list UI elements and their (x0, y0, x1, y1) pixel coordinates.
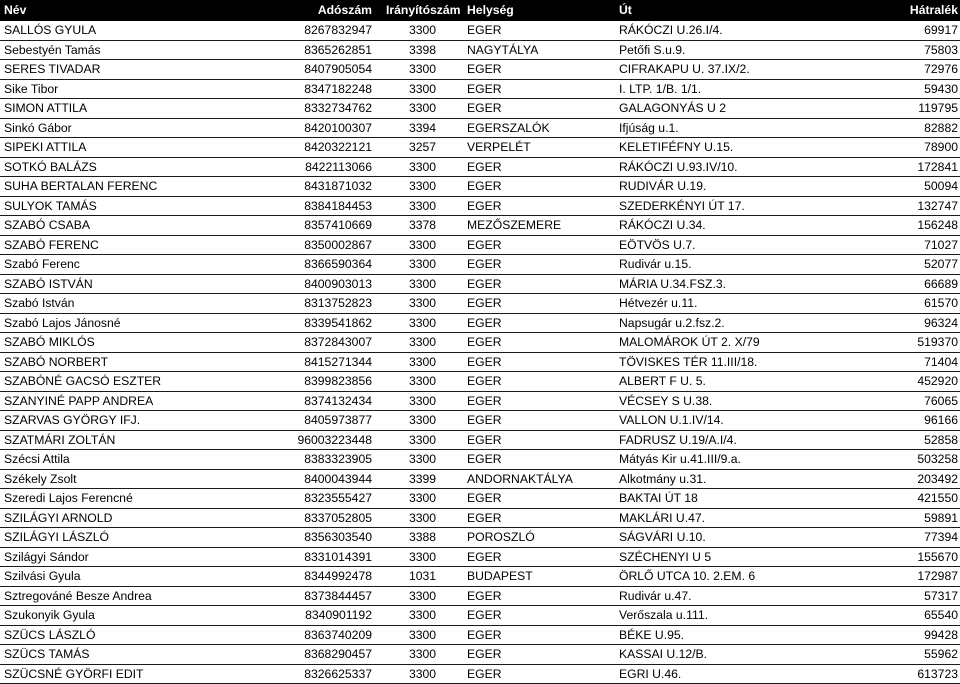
table-row (0, 528, 960, 548)
table-row (0, 450, 960, 470)
cell-street: FADRUSZ U.19/A.I/4. (619, 432, 737, 447)
cell-name: Szilágyi Sándor (4, 549, 89, 564)
table-row (0, 177, 960, 197)
table-row (0, 216, 960, 236)
cell-name: SZATMÁRI ZOLTÁN (4, 432, 116, 447)
cell-tax-number: 8344992478 (304, 569, 372, 584)
cell-name: SZABÓ CSABA (4, 218, 91, 233)
cell-street: SÁGVÁRI U.10. (619, 530, 706, 545)
cell-name: SULYOK TAMÁS (4, 198, 97, 213)
cell-city: EGER (467, 276, 502, 291)
cell-arrears: 119795 (918, 101, 958, 116)
cell-city: MEZŐSZEMERE (467, 218, 562, 233)
table-row (0, 60, 960, 80)
cell-arrears: 61570 (924, 296, 958, 311)
cell-street: Rudivár u.47. (619, 588, 692, 603)
cell-name: SZABÓNÉ GACSÓ ESZTER (4, 374, 162, 389)
cell-name: SZÜCS LÁSZLÓ (4, 627, 96, 642)
cell-tax-number: 8365262851 (304, 42, 372, 57)
cell-tax-number: 8405973877 (304, 413, 372, 428)
cell-name: Szabó Ferenc (4, 257, 80, 272)
table-row (0, 119, 960, 139)
header-tax-number: Adószám (317, 3, 372, 17)
header-postal-code: Irányítószám (386, 3, 461, 17)
cell-tax-number: 8337052805 (304, 510, 372, 525)
cell-arrears: 82882 (924, 120, 958, 135)
table-row (0, 411, 960, 431)
cell-city: EGER (467, 647, 502, 662)
cell-name: Székely Zsolt (4, 471, 77, 486)
cell-tax-number: 8384184453 (304, 198, 372, 213)
cell-name: Szabó Lajos Jánosné (4, 315, 121, 330)
cell-name: SZABÓ ISTVÁN (4, 276, 93, 291)
cell-name: SALLÓS GYULA (4, 23, 97, 38)
cell-tax-number: 8407905054 (304, 62, 372, 77)
cell-arrears: 503258 (917, 452, 958, 467)
table-row (0, 255, 960, 275)
table-row (0, 333, 960, 353)
cell-postal-code: 3300 (408, 393, 437, 408)
cell-postal-code: 3300 (408, 276, 437, 291)
cell-arrears: 75803 (924, 42, 958, 57)
cell-postal-code: 3300 (408, 101, 437, 116)
cell-city: EGER (467, 393, 502, 408)
cell-arrears: 421550 (917, 491, 958, 506)
cell-postal-code: 3300 (408, 159, 437, 174)
cell-arrears: 71027 (924, 237, 958, 252)
cell-arrears: 76065 (924, 393, 958, 408)
cell-street: Napsugár u.2.fsz.2. (619, 315, 725, 330)
cell-arrears: 78900 (924, 140, 958, 155)
cell-tax-number: 8422113066 (305, 159, 372, 174)
cell-tax-number: 96003223448 (297, 432, 372, 447)
cell-street: ALBERT F U. 5. (619, 374, 706, 389)
cell-city: EGER (467, 627, 502, 642)
cell-street: I. LTP. 1/B. 1/1. (619, 81, 702, 96)
table-row (0, 41, 960, 61)
cell-name: Sinkó Gábor (4, 120, 72, 135)
cell-name: SZILÁGYI ARNOLD (4, 510, 113, 525)
cell-postal-code: 3300 (408, 335, 437, 350)
cell-postal-code: 3257 (408, 140, 437, 155)
cell-city: BUDAPEST (467, 569, 533, 584)
cell-street: Petőfi S.u.9. (619, 42, 686, 57)
cell-city: EGER (467, 608, 502, 623)
cell-street: ÖRLŐ UTCA 10. 2.EM. 6 (619, 569, 756, 584)
cell-city: NAGYTÁLYA (467, 42, 539, 57)
cell-street: KASSAI U.12/B. (619, 647, 708, 662)
cell-street: KELETIFÉFNY U.15. (619, 140, 734, 155)
cell-arrears: 519370 (917, 335, 958, 350)
cell-tax-number: 8372843007 (304, 335, 372, 350)
cell-postal-code: 1031 (408, 569, 437, 584)
cell-name: Szabó István (4, 296, 75, 311)
cell-arrears: 59891 (924, 510, 958, 525)
cell-arrears: 203492 (917, 471, 958, 486)
cell-postal-code: 3300 (408, 627, 437, 642)
cell-tax-number: 8400903013 (304, 276, 372, 291)
cell-tax-number: 8356303540 (304, 530, 372, 545)
cell-street: GALAGONYÁS U 2 (619, 101, 727, 116)
table-row (0, 509, 960, 529)
cell-postal-code: 3300 (408, 354, 437, 369)
cell-name: SIMON ATTILA (4, 101, 88, 116)
table-row (0, 606, 960, 626)
table-row (0, 236, 960, 256)
table-row (0, 489, 960, 509)
cell-city: EGER (467, 198, 502, 213)
cell-arrears: 77394 (924, 530, 958, 545)
cell-name: Sike Tibor (4, 81, 59, 96)
cell-postal-code: 3300 (408, 315, 437, 330)
cell-city: ANDORNAKTÁLYA (467, 471, 573, 486)
cell-postal-code: 3300 (408, 413, 437, 428)
cell-city: EGER (467, 549, 502, 564)
cell-tax-number: 8339541862 (304, 315, 372, 330)
cell-postal-code: 3378 (408, 218, 437, 233)
cell-city: EGER (467, 81, 502, 96)
cell-tax-number: 8383323905 (304, 452, 372, 467)
cell-arrears: 96166 (924, 413, 958, 428)
cell-name: SZABÓ MIKLÓS (4, 335, 95, 350)
cell-arrears: 52077 (924, 257, 958, 272)
cell-street: BÉKE U.95. (619, 627, 685, 642)
cell-postal-code: 3300 (408, 198, 437, 213)
table-row (0, 275, 960, 295)
cell-street: RÁKÓCZI U.34. (619, 218, 706, 233)
cell-arrears: 52858 (924, 432, 958, 447)
cell-postal-code: 3398 (408, 42, 437, 57)
cell-city: POROSZLÓ (467, 530, 535, 545)
cell-street: Hétvezér u.11. (619, 296, 698, 311)
cell-city: EGER (467, 491, 502, 506)
cell-city: EGER (467, 296, 502, 311)
cell-arrears: 55962 (924, 647, 958, 662)
cell-arrears: 69917 (924, 23, 958, 38)
table-row (0, 548, 960, 568)
cell-street: MAKLÁRI U.47. (619, 510, 706, 525)
cell-city: EGER (467, 335, 502, 350)
cell-postal-code: 3300 (408, 23, 437, 38)
cell-tax-number: 8340901192 (305, 608, 372, 623)
cell-arrears: 72976 (924, 62, 958, 77)
cell-arrears: 99428 (924, 627, 958, 642)
cell-tax-number: 8323555427 (304, 491, 372, 506)
cell-tax-number: 8399823856 (304, 374, 372, 389)
table-row (0, 138, 960, 158)
cell-tax-number: 8366590364 (304, 257, 372, 272)
cell-tax-number: 8357410669 (304, 218, 372, 233)
cell-postal-code: 3300 (408, 452, 437, 467)
cell-city: EGER (467, 354, 502, 369)
cell-postal-code: 3300 (408, 257, 437, 272)
table-row (0, 645, 960, 665)
cell-tax-number: 8420100307 (304, 120, 372, 135)
cell-name: SZÜCSNÉ GYÖRFI EDIT (4, 666, 144, 681)
cell-tax-number: 8331014391 (304, 549, 372, 564)
cell-arrears: 65540 (924, 608, 958, 623)
cell-postal-code: 3300 (408, 608, 437, 623)
cell-arrears: 613723 (917, 666, 958, 681)
cell-city: EGER (467, 452, 502, 467)
cell-name: SOTKÓ BALÁZS (4, 159, 97, 174)
table-row (0, 470, 960, 490)
cell-arrears: 57317 (924, 588, 958, 603)
cell-name: Sztregováné Besze Andrea (4, 588, 152, 603)
cell-street: Verőszala u.111. (619, 608, 708, 623)
cell-postal-code: 3399 (408, 471, 437, 486)
table-body (0, 21, 960, 684)
table-row (0, 353, 960, 373)
cell-tax-number: 8420322121 (304, 140, 372, 155)
table-row (0, 372, 960, 392)
cell-postal-code: 3300 (408, 549, 437, 564)
cell-arrears: 50094 (924, 179, 958, 194)
cell-tax-number: 8373844457 (304, 588, 372, 603)
table-row (0, 197, 960, 217)
table-row (0, 587, 960, 607)
cell-name: Szeredi Lajos Ferencné (4, 491, 133, 506)
cell-street: SZÉCHENYI U 5 (619, 549, 712, 564)
table-row (0, 431, 960, 451)
table-row (0, 21, 960, 41)
cell-city: EGER (467, 62, 502, 77)
cell-tax-number: 8415271344 (304, 354, 372, 369)
cell-postal-code: 3300 (408, 237, 437, 252)
cell-name: SIPEKI ATTILA (4, 140, 87, 155)
cell-street: Rudivár u.15. (619, 257, 692, 272)
cell-street: CIFRAKAPU U. 37.IX/2. (619, 62, 750, 77)
cell-street: EGRI U.46. (619, 666, 682, 681)
cell-street: RUDIVÁR U.19. (619, 179, 707, 194)
cell-street: Mátyás Kir u.41.III/9.a. (619, 452, 741, 467)
cell-street: SZEDERKÉNYI ÚT 17. (619, 198, 745, 213)
cell-city: EGER (467, 413, 502, 428)
cell-city: EGER (467, 510, 502, 525)
cell-tax-number: 8400043944 (304, 471, 372, 486)
cell-tax-number: 8431871032 (304, 179, 372, 194)
cell-name: SZÜCS TAMÁS (4, 647, 90, 662)
cell-name: Sebestyén Tamás (4, 42, 101, 57)
cell-name: Szukonyik Gyula (4, 608, 95, 623)
cell-tax-number: 8368290457 (304, 647, 372, 662)
cell-street: Ifjúság u.1. (619, 120, 679, 135)
cell-city: EGER (467, 588, 502, 603)
cell-name: SZARVAS GYÖRGY IFJ. (4, 413, 141, 428)
cell-postal-code: 3300 (408, 62, 437, 77)
cell-arrears: 156248 (917, 218, 958, 233)
cell-tax-number: 8347182248 (304, 81, 372, 96)
header-street: Út (619, 3, 632, 17)
cell-postal-code: 3300 (408, 666, 437, 681)
cell-arrears: 66689 (924, 276, 958, 291)
table-row (0, 80, 960, 100)
header-city: Helység (467, 3, 514, 17)
cell-city: EGER (467, 179, 502, 194)
cell-city: EGER (467, 101, 502, 116)
header-name: Név (4, 3, 27, 17)
cell-street: BAKTAI ÚT 18 (619, 491, 698, 506)
table-row (0, 626, 960, 646)
table-row (0, 567, 960, 587)
cell-tax-number: 8267832947 (304, 23, 372, 38)
cell-name: SZANYINÉ PAPP ANDREA (4, 393, 154, 408)
cell-arrears: 155670 (917, 549, 958, 564)
cell-arrears: 132747 (917, 198, 958, 213)
cell-postal-code: 3300 (408, 647, 437, 662)
cell-city: EGER (467, 666, 502, 681)
cell-tax-number: 8326625337 (304, 666, 372, 681)
cell-postal-code: 3300 (408, 588, 437, 603)
cell-postal-code: 3388 (408, 530, 437, 545)
cell-city: EGER (467, 23, 502, 38)
cell-city: EGER (467, 374, 502, 389)
cell-postal-code: 3300 (408, 296, 437, 311)
cell-arrears: 71404 (924, 354, 958, 369)
cell-city: VERPELÉT (467, 140, 531, 155)
cell-tax-number: 8350002867 (304, 237, 372, 252)
cell-city: EGER (467, 315, 502, 330)
cell-street: MÁRIA U.34.FSZ.3. (619, 276, 727, 291)
cell-arrears: 172987 (917, 569, 958, 584)
cell-street: TÖVISKES TÉR 11.III/18. (619, 354, 758, 369)
cell-name: SZABÓ NORBERT (4, 354, 109, 369)
cell-city: EGER (467, 257, 502, 272)
cell-street: RÁKÓCZI U.93.IV/10. (619, 159, 738, 174)
cell-name: SZABÓ FERENC (4, 237, 99, 252)
cell-name: Szilvási Gyula (4, 569, 81, 584)
cell-postal-code: 3300 (408, 510, 437, 525)
table-row (0, 392, 960, 412)
cell-postal-code: 3300 (408, 81, 437, 96)
cell-arrears: 452920 (917, 374, 958, 389)
cell-arrears: 172841 (917, 159, 958, 174)
cell-tax-number: 8313752823 (304, 296, 372, 311)
cell-city: EGER (467, 159, 502, 174)
cell-postal-code: 3394 (408, 120, 437, 135)
cell-postal-code: 3300 (408, 374, 437, 389)
cell-postal-code: 3300 (408, 491, 437, 506)
cell-tax-number: 8374132434 (304, 393, 372, 408)
cell-street: VÉCSEY S U.38. (619, 393, 713, 408)
cell-street: MALOMÁROK ÚT 2. X/79 (619, 335, 760, 350)
cell-arrears: 59430 (924, 81, 958, 96)
cell-street: RÁKÓCZI U.26.I/4. (619, 23, 723, 38)
cell-name: SZILÁGYI LÁSZLÓ (4, 530, 109, 545)
cell-tax-number: 8363740209 (304, 627, 372, 642)
table-row (0, 158, 960, 178)
cell-tax-number: 8332734762 (304, 101, 372, 116)
cell-city: EGER (467, 237, 502, 252)
cell-street: VALLON U.1.IV/14. (619, 413, 724, 428)
cell-arrears: 96324 (924, 315, 958, 330)
cell-name: Szécsi Attila (4, 452, 70, 467)
table-row (0, 665, 960, 684)
table-row (0, 314, 960, 334)
table-row (0, 294, 960, 314)
cell-name: SUHA BERTALAN FERENC (4, 179, 158, 194)
cell-name: SERES TIVADAR (4, 62, 101, 77)
cell-city: EGER (467, 432, 502, 447)
cell-city: EGERSZALÓK (467, 120, 550, 135)
cell-postal-code: 3300 (408, 432, 437, 447)
table-row (0, 99, 960, 119)
header-arrears: Hátralék (909, 3, 958, 17)
cell-postal-code: 3300 (408, 179, 437, 194)
table-header-row (0, 0, 960, 21)
cell-street: EÖTVÖS U.7. (619, 237, 696, 252)
cell-street: Alkotmány u.31. (619, 471, 707, 486)
